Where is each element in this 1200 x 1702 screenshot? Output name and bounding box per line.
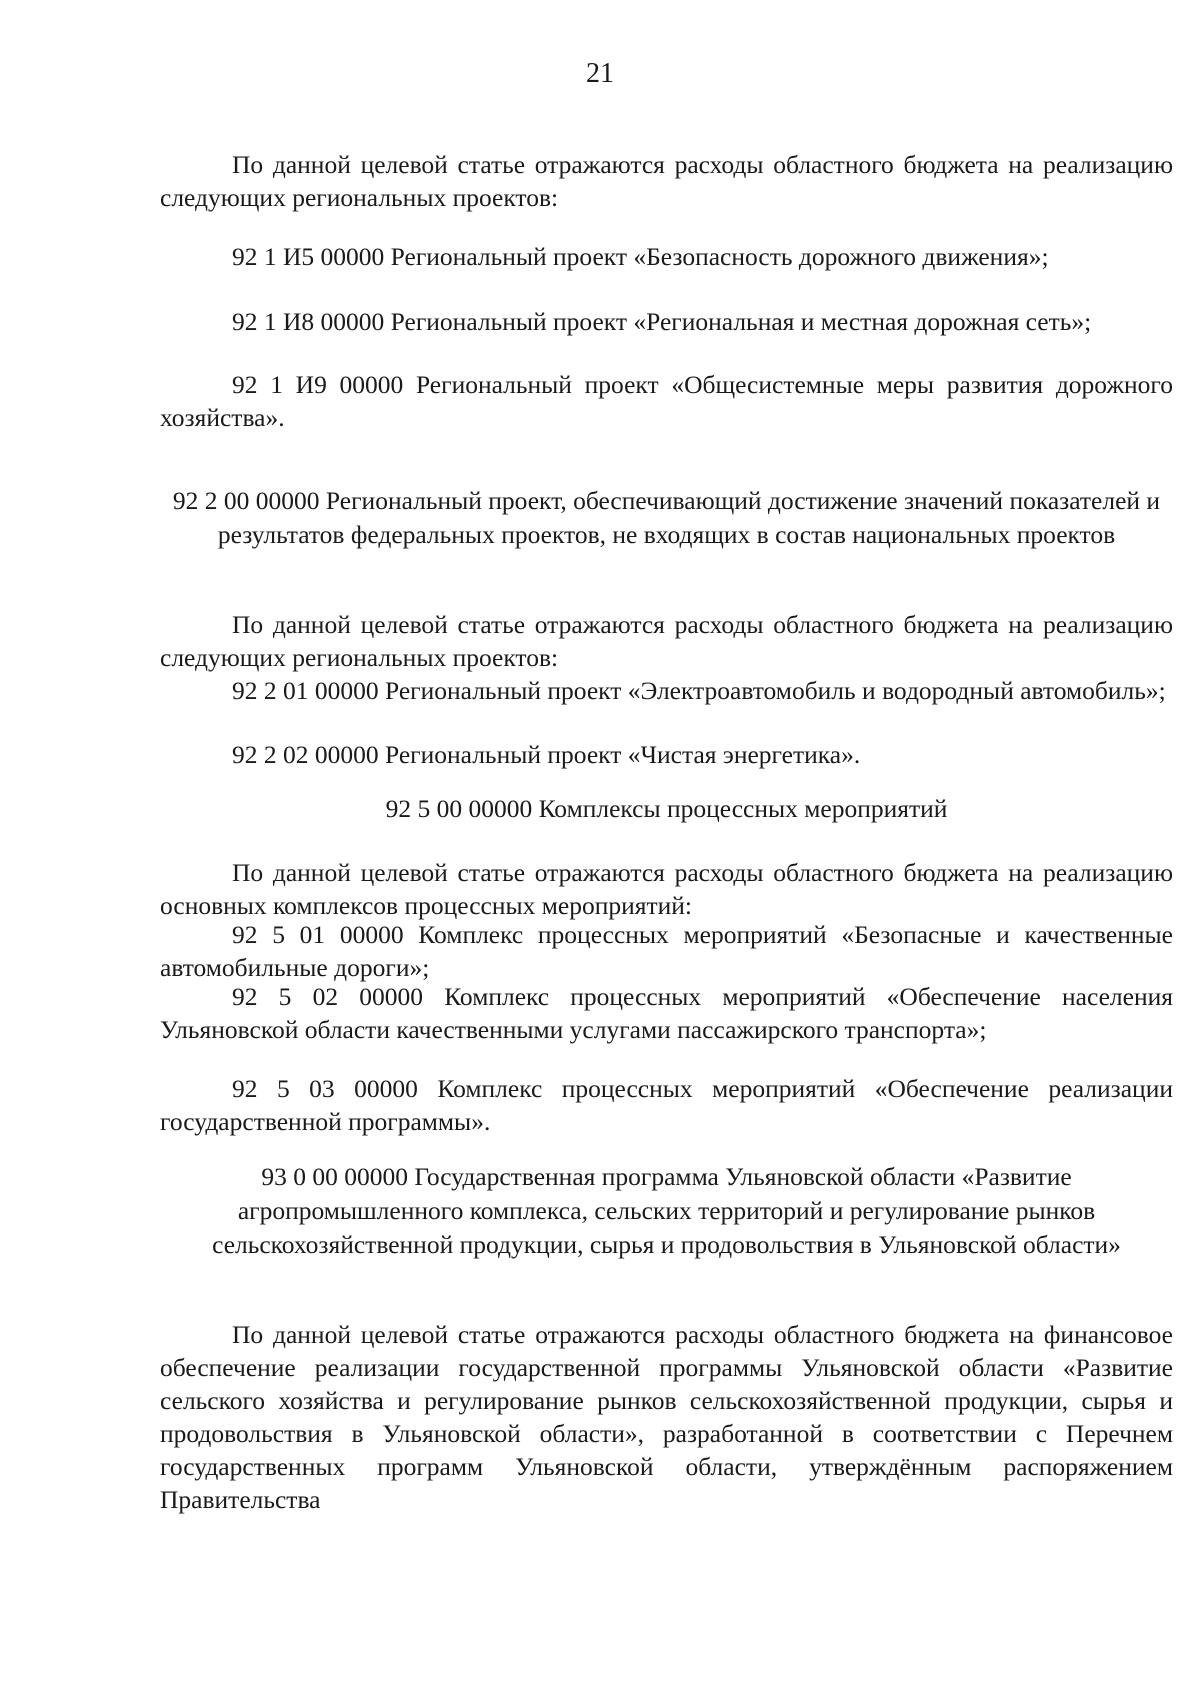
list-item: 92 5 01 00000 Комплекс процессных мероприятий «Безопасные и качественные автомобильные дороги»; — [160, 920, 1173, 982]
paragraph: По данной целевой статье отражаются расходы областного бюджета на реализацию основных комплексов процессных мероприятий: — [160, 858, 1173, 920]
paragraph: По данной целевой статье отражаются расходы областного бюджета на финансовое обеспечение реализации государственной программы Ульяновской области «Развитие сельского хозяйства и регулирование рынков сельскохозяйственной продукции, сырья и продовольствия в Ульяновской области», разработанной в соответствии с Перечнем государственных программ Ульяновской области, утверждённым распоряжением Правительства — [160, 1320, 1173, 1514]
list-item: 92 1 И5 00000 Региональный проект «Безопасность дорожного движения»; — [232, 242, 1049, 271]
paragraph: По данной целевой статье отражаются расходы областного бюджета на реализацию следующих региональных проектов: — [160, 150, 1173, 212]
list-item: 92 2 01 00000 Региональный проект «Электроавтомобиль и водородный автомобиль»; — [232, 676, 1166, 705]
section-heading: 92 5 00 00000 Комплексы процессных мероприятий — [385, 794, 948, 823]
paragraph: По данной целевой статье отражаются расходы областного бюджета на реализацию следующих региональных проектов: — [160, 610, 1173, 672]
list-item: 92 5 02 00000 Комплекс процессных мероприятий «Обеспечение населения Ульяновской области качественными услугами пассажирского транспорта»; — [160, 982, 1173, 1044]
list-item: 92 1 И8 00000 Региональный проект «Региональная и местная дорожная сеть»; — [232, 307, 1092, 336]
list-item: 92 1 И9 00000 Региональный проект «Общесистемные меры развития дорожного хозяйства». — [160, 370, 1173, 432]
section-heading: 92 2 00 00000 Региональный проект, обеспечивающий достижение значений показателей и результатов федеральных проектов, не входящих в состав национальных проектов — [172, 486, 1161, 549]
list-item: 92 2 02 00000 Региональный проект «Чистая энергетика». — [232, 740, 861, 769]
page-number: 21 — [586, 58, 614, 89]
section-heading: 93 0 00 00000 Государственная программа Ульяновской области «Развитие агропромышленного комплекса, сельских территорий и регулирование рынков сельскохозяйственной продукции, сырья и продовольствия в Ульяновской области» — [212, 1162, 1121, 1259]
list-item: 92 5 03 00000 Комплекс процессных мероприятий «Обеспечение реализации государственной программы». — [160, 1074, 1173, 1136]
